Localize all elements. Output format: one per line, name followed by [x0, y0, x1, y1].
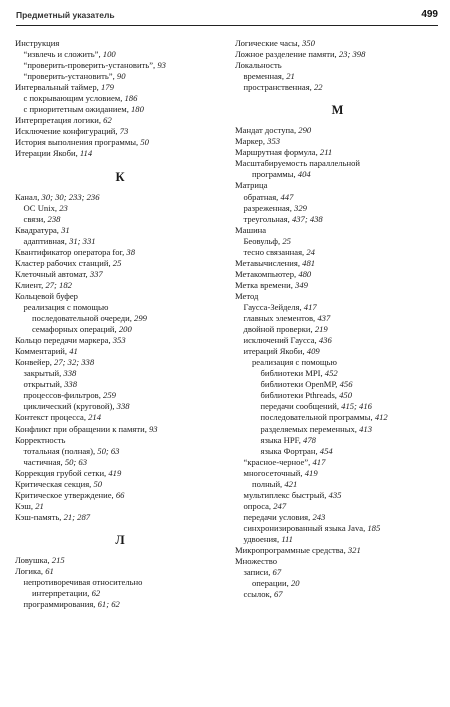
index-term: с приоритетным ожиданием,: [23, 104, 129, 115]
index-pages: 412: [374, 412, 388, 423]
index-pages: 456: [339, 379, 353, 390]
index-pages: 290: [298, 125, 312, 136]
index-entry: [235, 401, 440, 412]
index-term: главных элементов,: [243, 313, 316, 324]
index-entry: [15, 192, 225, 203]
index-term: Микропрограммные средства,: [235, 545, 346, 556]
index-entry: [235, 490, 440, 501]
index-pages: 93: [149, 423, 158, 434]
index-term: Машина: [235, 224, 267, 235]
index-term: открытый,: [23, 379, 62, 390]
index-term: Клеточный автомат,: [15, 268, 88, 279]
index-entry: [235, 567, 440, 578]
index-pages: 27; 182: [45, 279, 72, 290]
index-pages: 417: [312, 456, 326, 467]
index-entry: [235, 225, 440, 236]
index-entry: [15, 93, 225, 104]
index-entry: [235, 589, 440, 600]
index-term: последовательной очереди,: [32, 313, 132, 324]
index-entry: [15, 115, 225, 126]
index-entry: [15, 490, 225, 501]
index-entry: [15, 346, 225, 357]
index-entry: [15, 324, 225, 335]
index-term: процессов-фильтров,: [23, 390, 101, 401]
index-pages: 180: [131, 104, 144, 115]
index-term: Исключение конфигураций,: [15, 126, 118, 137]
index-term: операции,: [252, 578, 289, 589]
index-entry: [235, 302, 440, 313]
index-entry: [15, 137, 225, 148]
index-term: опроса,: [243, 500, 272, 511]
index-term: Локальность: [235, 60, 282, 71]
index-entry: [15, 599, 225, 610]
index-pages: 66: [115, 489, 125, 500]
index-pages: 243: [312, 511, 326, 522]
index-term: интерпретации,: [32, 588, 90, 599]
index-term: передачи сообщений,: [260, 401, 339, 412]
index-entry: [235, 435, 440, 446]
index-entry: [235, 291, 440, 302]
index-pages: 21; 287: [63, 511, 91, 522]
index-entry: [235, 556, 440, 567]
index-pages: 404: [297, 169, 311, 180]
index-term: Критическая секция,: [15, 478, 92, 489]
index-term: Интерпретация логики,: [15, 115, 101, 126]
index-term: Метод: [235, 290, 259, 301]
index-pages: 100: [102, 49, 116, 60]
index-term: Критическое утверждение,: [15, 489, 114, 500]
index-entry: [15, 566, 225, 577]
index-pages: 219: [314, 324, 328, 335]
index-term: исключений Гаусса,: [243, 335, 317, 346]
index-term: пространственная,: [243, 82, 312, 93]
index-entry: [235, 60, 440, 71]
index-entry: [235, 280, 440, 291]
index-term: “проверить-проверить-установить”,: [23, 60, 156, 71]
index-entry: [15, 49, 225, 60]
index-entry: [235, 38, 440, 49]
index-pages: 185: [367, 522, 381, 533]
index-term: ОС Unix,: [23, 202, 58, 213]
index-term: Канал,: [15, 191, 40, 202]
index-entry: [15, 247, 225, 258]
index-pages: 90: [116, 71, 126, 82]
index-pages: 62: [103, 115, 112, 126]
index-term: Маршрутная формула,: [235, 147, 318, 158]
index-pages: 21: [35, 500, 44, 511]
index-term: полный,: [252, 478, 283, 489]
index-pages: 38: [126, 246, 136, 257]
page-number: 499: [421, 9, 438, 20]
index-entry: [15, 435, 225, 446]
index-entry: [15, 512, 225, 523]
index-pages: 415; 416: [341, 401, 372, 412]
index-pages: 409: [306, 346, 320, 357]
index-term: мультиплекс быстрый,: [243, 489, 327, 500]
index-pages: 338: [63, 368, 77, 379]
index-entry: [15, 555, 225, 566]
index-pages: 50; 63: [97, 445, 120, 456]
index-entry: [235, 457, 440, 468]
index-term: Ловушка,: [15, 554, 50, 565]
index-entry: [235, 368, 440, 379]
index-entry: [235, 203, 440, 214]
index-pages: 419: [304, 467, 318, 478]
index-pages: 450: [339, 390, 352, 401]
index-entry: [15, 501, 225, 512]
index-term: итераций Якоби,: [243, 346, 305, 357]
index-term: обратная,: [243, 191, 279, 202]
index-pages: 417: [303, 301, 317, 312]
index-term: История выполнения программы,: [15, 137, 139, 148]
index-pages: 338: [64, 379, 78, 390]
section-letter: М: [331, 103, 344, 118]
index-term: Коррекция грубой сетки,: [15, 467, 107, 478]
index-pages: 435: [328, 489, 342, 500]
index-column-left: [15, 38, 225, 610]
index-term: Итерации Якоби,: [15, 148, 78, 159]
index-entry: [235, 335, 440, 346]
index-entry: [235, 192, 440, 203]
index-pages: 30; 30; 233; 236: [41, 191, 100, 202]
index-entry: [235, 578, 440, 589]
index-entry: [235, 390, 440, 401]
index-term: Метавычисления,: [235, 257, 300, 268]
index-entry: [15, 302, 225, 313]
index-pages: 23; 398: [338, 49, 366, 60]
index-pages: 31; 331: [69, 235, 96, 246]
index-entry: [15, 38, 225, 49]
index-term: Метакомпьютер,: [235, 268, 297, 279]
index-term: библиотеки MPI,: [260, 368, 323, 379]
index-entry: [235, 158, 440, 169]
index-pages: 179: [100, 82, 114, 93]
index-term: частичная,: [23, 456, 63, 467]
index-term: семафорных операций,: [32, 324, 117, 335]
index-entry: [15, 468, 225, 479]
index-term: Масштабируемость параллельной: [235, 158, 360, 169]
index-pages: 338: [116, 401, 130, 412]
index-term: адаптивная,: [23, 235, 67, 246]
index-pages: 350: [301, 38, 315, 48]
index-term: Маркер,: [235, 136, 265, 147]
index-term: “красное-черное”,: [243, 456, 311, 467]
index-entry: [235, 313, 440, 324]
index-pages: 24: [306, 246, 315, 257]
index-term: Комментарий,: [15, 346, 68, 357]
index-term: Конвейер,: [15, 357, 52, 368]
index-pages: 436: [318, 335, 332, 346]
index-entry: [15, 446, 225, 457]
index-pages: 22: [313, 82, 323, 93]
index-pages: 27; 32; 338: [54, 357, 95, 368]
index-entry: [235, 512, 440, 523]
index-entry: [15, 588, 225, 599]
index-pages: 62: [91, 588, 101, 599]
index-pages: 454: [319, 445, 333, 456]
section-letter: К: [115, 169, 125, 184]
index-pages: 41: [69, 346, 78, 357]
index-entry: [235, 545, 440, 556]
index-term: Кэш-память,: [15, 511, 62, 522]
index-pages: 329: [294, 202, 307, 213]
index-pages: 25: [112, 257, 122, 268]
index-entry: [15, 236, 225, 247]
index-entry: [235, 180, 440, 191]
index-term: Гаусса-Зейделя,: [243, 301, 302, 312]
index-pages: 353: [112, 335, 126, 346]
index-entry: [235, 534, 440, 545]
index-term: закрытый,: [23, 368, 62, 379]
index-term: тотальная (полная),: [23, 445, 96, 456]
index-entry: [235, 357, 440, 368]
index-term: языка Фортран,: [260, 445, 318, 456]
index-entry: [15, 412, 225, 423]
index-entry: [15, 479, 225, 490]
index-entry: [235, 468, 440, 479]
index-entry: [15, 148, 225, 159]
index-pages: 447: [280, 191, 294, 202]
index-pages: 31: [61, 224, 70, 235]
index-term: связи,: [23, 213, 46, 224]
index-term: библиотеки Pthreads,: [260, 390, 337, 401]
index-term: Интервальный таймер,: [15, 82, 99, 93]
index-entry: [235, 71, 440, 82]
index-term: многосеточный,: [243, 467, 303, 478]
index-pages: 50; 63: [64, 456, 88, 467]
section-letter: Л: [115, 532, 125, 547]
index-entry: [235, 214, 440, 225]
index-entry: [235, 125, 440, 136]
index-entry: [235, 412, 440, 423]
index-term: Логика,: [15, 565, 44, 576]
index-pages: 111: [281, 533, 293, 544]
index-entry: [15, 368, 225, 379]
index-term: с покрывающим условием,: [23, 93, 123, 104]
index-term: “извлечь и сложить”,: [23, 49, 101, 60]
index-term: Конфликт при обращении к памяти,: [15, 423, 147, 434]
index-pages: 481: [302, 257, 316, 268]
index-entry: [15, 577, 225, 588]
index-entry: [15, 203, 225, 214]
index-entry: [235, 379, 440, 390]
index-term: Беовульф,: [243, 235, 281, 246]
index-entry: [235, 169, 440, 180]
index-term: Матрица: [235, 180, 268, 191]
index-term: Логические часы,: [235, 38, 300, 48]
index-pages: 61; 62: [97, 599, 120, 610]
index-term: удвоения,: [243, 533, 280, 544]
index-pages: 200: [118, 324, 132, 335]
index-pages: 437: [317, 313, 331, 324]
index-pages: 419: [108, 467, 122, 478]
index-pages: 437; 438: [291, 213, 323, 224]
index-entry: [235, 258, 440, 269]
index-entry: [15, 424, 225, 435]
index-term: Контекст процесса,: [15, 412, 86, 423]
index-pages: 452: [324, 368, 338, 379]
index-term: разреженная,: [243, 202, 292, 213]
index-entry: [235, 269, 440, 280]
index-pages: 247: [273, 500, 287, 511]
index-entry: [15, 357, 225, 368]
index-pages: 214: [88, 412, 102, 423]
index-pages: 299: [134, 313, 147, 324]
index-entry: [15, 280, 225, 291]
index-term: Ложное разделение памяти,: [235, 49, 337, 60]
index-term: синхронизированный языка Java,: [243, 522, 366, 533]
index-entry: [235, 147, 440, 158]
index-entry: [15, 291, 225, 302]
index-pages: 321: [347, 545, 361, 556]
index-term: Инструкция: [15, 38, 60, 48]
index-entry: [235, 479, 440, 490]
index-term: последовательной программы,: [260, 412, 373, 423]
index-pages: 50: [93, 478, 103, 489]
index-term: Корректность: [15, 434, 66, 445]
index-entry: [15, 379, 225, 390]
index-term: двойной проверки,: [243, 324, 313, 335]
index-term: языка HPF,: [260, 434, 301, 445]
index-term: разделяемых переменных,: [260, 423, 357, 434]
index-pages: 23: [59, 202, 68, 213]
index-pages: 211: [319, 147, 333, 158]
index-entry: [15, 71, 225, 82]
index-entry: [235, 247, 440, 258]
index-pages: 259: [103, 390, 116, 401]
index-term: тесно связанная,: [243, 246, 305, 257]
index-term: программы,: [252, 169, 296, 180]
index-pages: 480: [298, 268, 312, 279]
index-term: Кэш,: [15, 500, 34, 511]
index-entry: [235, 82, 440, 93]
index-term: реализация с помощью: [252, 357, 337, 368]
index-entry: [235, 236, 440, 247]
index-pages: 25: [282, 235, 291, 246]
index-entry: [15, 225, 225, 236]
index-term: Кольцо передачи маркера,: [15, 335, 111, 346]
index-entry: [235, 49, 440, 60]
index-term: циклический (круговой),: [23, 401, 115, 412]
index-entry: [235, 136, 440, 147]
index-term: треугольная,: [243, 213, 290, 224]
index-pages: 349: [295, 279, 308, 290]
index-term: временная,: [243, 71, 285, 82]
index-pages: 186: [124, 93, 138, 104]
index-pages: 67: [273, 589, 283, 600]
index-entry: [15, 269, 225, 280]
index-entry: [15, 390, 225, 401]
index-pages: 353: [267, 136, 281, 147]
index-pages: 61: [45, 565, 54, 576]
index-entry: [15, 214, 225, 225]
index-pages: 421: [284, 478, 298, 489]
index-term: Множество: [235, 556, 278, 567]
index-term: “проверить-установить”,: [23, 71, 115, 82]
index-pages: 478: [303, 434, 316, 445]
index-term: программирования,: [23, 599, 96, 610]
index-term: библиотеки OpenMP,: [260, 379, 338, 390]
index-pages: 20: [290, 578, 300, 589]
index-entry: [15, 82, 225, 93]
index-entry: [235, 523, 440, 534]
index-entry: [235, 346, 440, 357]
index-pages: 50: [140, 137, 149, 148]
index-term: ссылок,: [243, 589, 272, 600]
index-pages: 73: [119, 126, 129, 137]
index-pages: 67: [272, 567, 282, 578]
index-term: записи,: [243, 567, 271, 578]
index-pages: 215: [51, 554, 65, 565]
index-entry: [15, 104, 225, 115]
index-pages: 93: [157, 60, 166, 71]
index-term: Кластер рабочих станций,: [15, 257, 111, 268]
index-entry: [235, 446, 440, 457]
index-entry: [15, 401, 225, 412]
index-pages: 238: [47, 213, 61, 224]
index-entry: [235, 324, 440, 335]
index-term: Квантификатор оператора for,: [15, 246, 125, 257]
index-pages: 114: [79, 148, 93, 159]
index-pages: 337: [89, 268, 103, 279]
index-term: Мандат доступа,: [235, 125, 297, 136]
running-header: [16, 9, 438, 26]
index-term: Кольцевой буфер: [15, 290, 78, 301]
index-column-right: [235, 38, 440, 600]
index-entry: [15, 126, 225, 137]
running-header-title: Предметный указатель: [16, 10, 115, 20]
index-entry: [15, 335, 225, 346]
index-term: передачи условия,: [243, 511, 311, 522]
index-entry: [15, 457, 225, 468]
index-term: непротиворечивая относительно: [23, 577, 143, 588]
index-pages: 413: [359, 423, 372, 434]
index-entry: [15, 60, 225, 71]
index-entry: [15, 258, 225, 269]
index-term: Клиент,: [15, 279, 44, 290]
index-term: Метка времени,: [235, 279, 293, 290]
index-entry: [235, 501, 440, 512]
index-term: реализация с помощью: [23, 301, 109, 312]
index-pages: 21: [286, 71, 295, 82]
index-entry: [235, 424, 440, 435]
index-term: Квадратура,: [15, 224, 59, 235]
index-entry: [15, 313, 225, 324]
